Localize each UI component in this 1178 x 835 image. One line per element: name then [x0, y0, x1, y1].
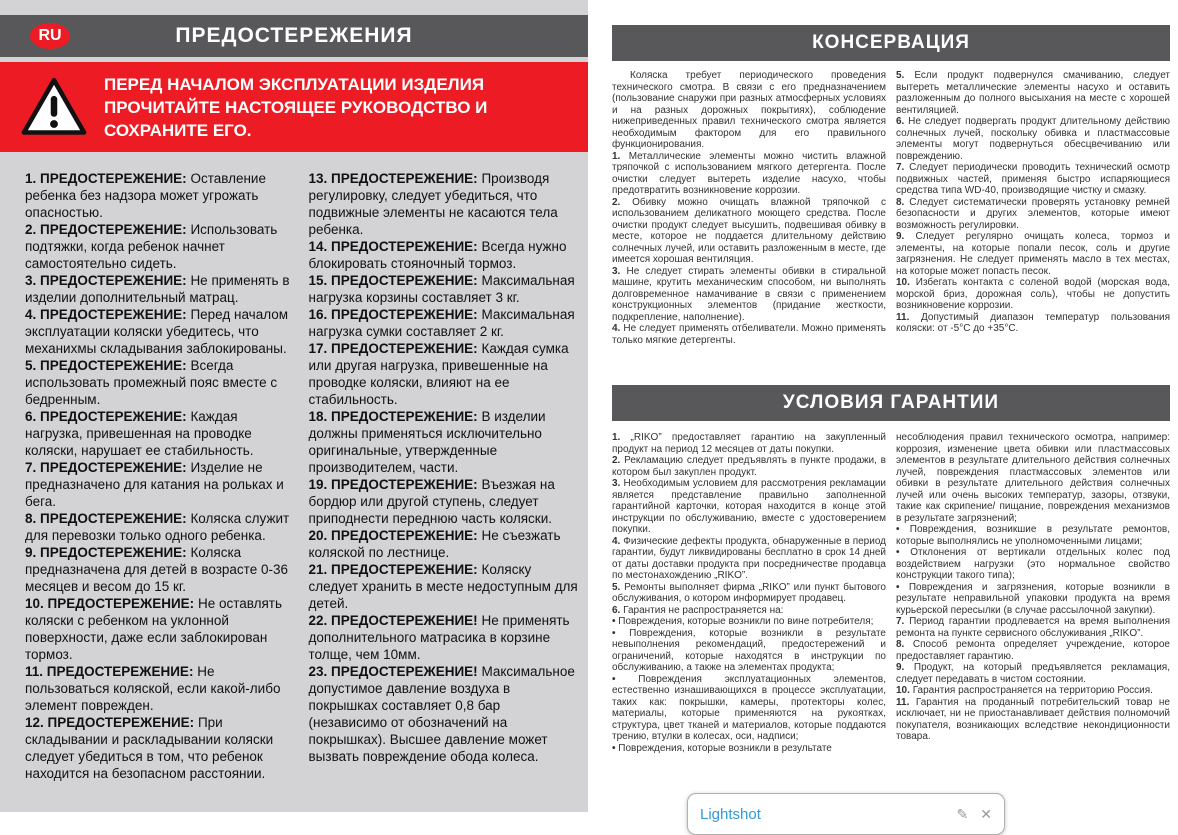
warranty-item: 2. Рекламацию следует предъявлять в пункте продажи, в котором был закуплен продукт.	[612, 455, 886, 478]
maintenance-column-1	[612, 70, 886, 346]
warnings-page	[0, 0, 588, 812]
maintenance-item: 10. Избегать контакта с соленой водой (морская вода, морской бриз, дорожная соль), чтобы не допустить возникновение коррозии.	[896, 277, 1170, 311]
warning-item: 6. ПРЕДОСТЕРЕЖЕНИЕ: Каждая нагрузка, привешенная на проводке коляски, нарушает ее стабильность.	[25, 409, 254, 458]
warning-item: 19. ПРЕДОСТЕРЕЖЕНИЕ: Въезжая на бордюр или другой ступень, следует приподнести переднюю часть коляски.	[308, 477, 555, 526]
warranty-item: • Повреждения и загрязнения, которые возникли в результате неправильной упаковки продукта на время курьерской пересылки (в случае рассылочной закупки).	[896, 581, 1170, 616]
warranty-item: • Повреждения, которые возникли в результате	[612, 742, 832, 754]
warning-item: 21. ПРЕДОСТЕРЕЖЕНИЕ: Коляску следует хранить в месте недоступным для детей.	[308, 562, 578, 611]
warranty-item: 8. Способ ремонта определяет учреждение, которое предоставляет гарантию.	[896, 639, 1170, 662]
warning-item: 18. ПРЕДОСТЕРЕЖЕНИЕ: В изделии должны применяться исключительно оригинальные, утвержденные производителем, части.	[308, 409, 546, 475]
warranty-item: 3. Необходимым условием для рассмотрения рекламации является представление правильно заполненной гарантийной карточки, которая находится в конце этой инструкции по обслуживанию, вместе с удостоверением покупки.	[612, 478, 886, 535]
maintenance-warranty-page	[588, 0, 1178, 812]
warranty-item: 11. Гарантия на проданный потребительский товар не исключает, ни не приостанавливает действия полномочий покупателя, возникающих вследствие некондиционности товара.	[896, 696, 1170, 742]
maintenance-list-1	[612, 151, 886, 347]
warranty-item: 4. Физические дефекты продукта, обнаруженные в период гарантии, будут ликвидированы бесплатно в срок 14 дней от даты доставки продукта при посредничестве продавца по местонахождению „RIKO”.	[612, 535, 886, 581]
warranty-item: 9. Продукт, на который предъявляется рекламация, следует передавать в чистом состоянии.	[896, 662, 1170, 685]
warning-item: 13. ПРЕДОСТЕРЕЖЕНИЕ: Производя регулировку, следует убедиться, что подвижные элементы не касаются тела ребенка.	[308, 171, 558, 237]
maintenance-column-2	[896, 70, 1170, 346]
maintenance-intro: Коляска требует периодического проведения технического смотра. В связи с его предназначением (пользование снаружи при разных атмосферных условиях и на разных дорожных покрытиях), соблюдение нижеприведенных правил технического смотра является необходимым фактором для его правильного функционирования.	[612, 70, 886, 150]
warnings-columns	[25, 170, 578, 782]
maintenance-item: 1. Металлические элементы можно чистить влажной тряпочкой с использованием мягкого детергента. После очистки следует вытереть изделие насухо, чтобы предотвратить возникновение коррозии.	[612, 150, 886, 196]
warning-item: 10. ПРЕДОСТЕРЕЖЕНИЕ: Не оставлять коляски с ребенком на уклонной поверхности, даже если заблокирован тормоз.	[25, 596, 283, 662]
warning-item: 12. ПРЕДОСТЕРЕЖЕНИЕ: При складывании и раскладывании коляски следует убедиться в том, что ребенок находится на безопасном расстоянии.	[25, 715, 274, 781]
maintenance-columns	[612, 70, 1170, 346]
warning-item: 2. ПРЕДОСТЕРЕЖЕНИЕ: Использовать подтяжки, когда ребенок начнет самостоятельно сидеть.	[25, 222, 278, 271]
warranty-item: • Повреждения, возникшие в результате ремонтов, которые выполнялись не уполномоченными лицами;	[896, 524, 1171, 547]
language-badge: RU	[30, 23, 70, 49]
alert-banner	[0, 62, 588, 152]
warranty-item: 10. Гарантия распространяется на территорию Россия.	[896, 685, 1153, 696]
warning-triangle-icon	[20, 76, 88, 138]
lightshot-popup[interactable]	[687, 793, 1005, 835]
warning-item: 11. ПРЕДОСТЕРЕЖЕНИЕ: Не пользоваться коляской, если какой-либо элемент поврежден.	[25, 664, 281, 713]
warranty-column-1	[612, 432, 886, 754]
warning-item: 22. ПРЕДОСТЕРЕЖЕНИЕ! Не применять дополнительного матрасика в корзине толще, чем 10мм.	[308, 613, 570, 662]
warning-item: 9. ПРЕДОСТЕРЕЖЕНИЕ: Коляска предназначена для детей в возрасте 0-36 месяцев и весом до 15 кг.	[25, 545, 288, 594]
warranty-columns	[612, 432, 1170, 754]
warning-item: 23. ПРЕДОСТЕРЕЖЕНИЕ! Максимальное допустимое давление воздуха в покрышках составляет 0,8 бар (независимо от обозначений на покрышках). Высшее давление может вызвать повреждение обода колеса.	[308, 664, 575, 764]
maintenance-item: 8. Следует систематически проверять установку ремней безопасности и других элементов, которые имеют возможность регулировки.	[896, 196, 1171, 231]
warnings-column-1	[25, 170, 295, 782]
maintenance-item: 7. Следует периодически проводить технический осмотр подвижных частей, применяя быстро испаряющиеся средства типа WD-40, производящие чистку и смазку.	[896, 162, 1170, 196]
maintenance-item: 2. Обивку можно очищать влажной тряпочкой с использованием деликатного моющего средства. После очистки продукт следует высушить, подвешивая обивку в месте, которое не поддается длительному действию солнечных лучей, или оставить разложенным в месте, где имеется хорошая вентиляция.	[612, 196, 886, 265]
warnings-column-2	[309, 170, 579, 782]
warranty-item: • Повреждения эксплуатационных элементов, естественно изнашивающихся в процессе эксплуатации, таких как: покрышки, камеры, протекторы колес, материалы, которые применяются на рукоятках, структура, цвет тканей и материалов, которые поддаются трению, втулки в колесах, оси, надписи;	[612, 673, 886, 742]
maintenance-item: 3. Не следует стирать элементы обивки в стиральной машине, крутить механическим способом, ни выполнять долговременное намачивание в связи с применением конструкционных элементов (придание жесткости, подкрепление, наполнение).	[612, 265, 886, 323]
maintenance-item: 11. Допустимый диапазон температур пользования коляски: от -5°С до +35°С.	[896, 311, 1170, 334]
warning-item: 8. ПРЕДОСТЕРЕЖЕНИЕ: Коляска служит для перевозки только одного ребенка.	[25, 511, 290, 543]
warning-item: 5. ПРЕДОСТЕРЕЖЕНИЕ: Всегда использовать промежный пояс вместе с бедренным.	[25, 358, 278, 407]
warranty-header-bar	[612, 385, 1170, 421]
warranty-column-2	[896, 432, 1170, 754]
warnings-header-bar	[0, 15, 588, 57]
lightshot-link[interactable]: Lightshot	[700, 805, 761, 823]
alert-text	[104, 73, 487, 142]
warranty-item: • Отклонения от вертикали отдельных колес под воздействием нагрузки (это нормальное свойство конструкции такого типа);	[896, 547, 1170, 581]
warning-item: 7. ПРЕДОСТЕРЕЖЕНИЕ: Изделие не предназначено для катания на рольках и бега.	[25, 460, 284, 509]
warning-item: 4. ПРЕДОСТЕРЕЖЕНИЕ: Перед началом эксплуатации коляски убедитесь, что механихмы складывания заблокированы.	[25, 307, 289, 356]
alert-line: ПРОЧИТАЙТЕ НАСТОЯЩЕЕ РУКОВОДСТВО И	[104, 97, 488, 117]
warning-item: 1. ПРЕДОСТЕРЕЖЕНИЕ: Оставление ребенка без надзора может угрожать опасностью.	[25, 171, 266, 220]
warning-item: 20. ПРЕДОСТЕРЕЖЕНИЕ: Не съезжать коляской по лестнице.	[308, 528, 561, 560]
warning-item: 15. ПРЕДОСТЕРЕЖЕНИЕ: Максимальная нагрузка корзины составляет 3 кг.	[308, 273, 575, 305]
warranty-item: 6. Гарантия не распространяется на:	[612, 604, 784, 616]
warning-item: 16. ПРЕДОСТЕРЕЖЕНИЕ: Максимальная нагрузка сумки составляет 2 кг.	[308, 307, 575, 339]
warranty-item: 1. „RIKO” предоставляет гарантию на закупленный продукт на период 12 месяцев от даты покупки.	[612, 432, 886, 455]
warning-item: 3. ПРЕДОСТЕРЕЖЕНИЕ: Не применять в изделии дополнительный матрац.	[25, 273, 290, 305]
warranty-item: 7. Период гарантии продлевается на время выполнения ремонта на пункте сервисного обслуживания „RIKO”.	[896, 616, 1170, 639]
warranty-item: • Повреждения, которые возникли по вине потребителя;	[612, 616, 874, 627]
warranty-item: 5. Ремонты выполняет фирма „RIKO” или пункт бытового обслуживания, о котором информирует продавец.	[612, 581, 886, 604]
alert-line: ПЕРЕД НАЧАЛОМ ЭКСПЛУАТАЦИИ ИЗДЕЛИЯ	[104, 74, 485, 94]
warranty-item: несоблюдения правил технического осмотра, например: коррозия, изменение цвета обивки или пластмассовых элементов в результате длительного действия солнечных лучей, повреждения пластмассовых элементов или обивки в результате длительного действия солнечных лучей или очень высоких температур, зазоры, отзвуки, такие как скрипение/ пищание, повреждения механизмов в результате загрязнений;	[896, 432, 1170, 524]
maintenance-item: 4. Не следует применять отбеливатели. Можно применять только мягкие детергенты.	[612, 323, 886, 346]
warnings-page-title: ПРЕДОСТЕРЕЖЕНИЯ	[175, 24, 413, 47]
warranty-item: • Повреждения, которые возникли в результате невыполнения рекомендаций, предостережений и ограничений, которые находятся в инструкции по обслуживанию, а также на элементах продукта;	[612, 627, 886, 673]
maintenance-title: КОНСЕРВАЦИЯ	[812, 32, 970, 53]
alert-line: СОХРАНИТЕ ЕГО.	[104, 120, 252, 140]
close-icon[interactable]: ✕	[980, 805, 992, 822]
maintenance-item: 5. Если продукт подвернулся смачиванию, следует вытереть металлические элементы насухо и оставить разложенным до полного высыхания на месте с хорошей вентиляцией.	[896, 70, 1171, 116]
warning-item: 14. ПРЕДОСТЕРЕЖЕНИЕ: Всегда нужно блокировать стояночный тормоз.	[308, 239, 567, 271]
maintenance-item: 6. Не следует подвергать продукт длительному действию солнечных лучей, поскольку обивка и пластмассовые элементы могут подвернуться обесцвечиванию или повреждению.	[896, 116, 1171, 162]
warning-item: 17. ПРЕДОСТЕРЕЖЕНИЕ: Каждая сумка или другая нагрузка, привешенные на проводке коляски, влияют на ее стабильность.	[308, 341, 569, 407]
feather-icon[interactable]: ✎	[956, 805, 969, 822]
maintenance-header-bar	[612, 25, 1170, 61]
maintenance-item: 9. Следует регулярно очищать колеса, тормоз и элементы, на которые попали песок, соль и другие загрязнения. Не следует применять масло в тех местах, на которые может попасть песок.	[896, 231, 1170, 277]
warranty-title: УСЛОВИЯ ГАРАНТИИ	[782, 392, 1000, 413]
